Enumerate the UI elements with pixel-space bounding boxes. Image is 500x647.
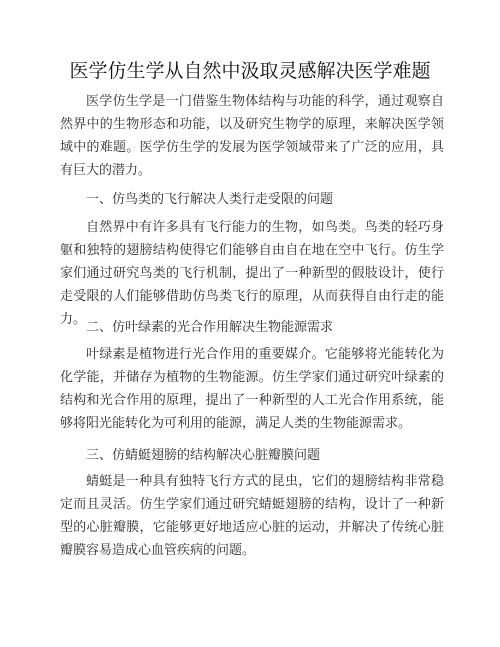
section-paragraph-2: 叶绿素是植物进行光合作用的重要媒介。它能够将光能转化为化学能，并储存为植物的生物能源。仿生学家们通过研究叶绿素的结构和光合作用的原理，提出了一种新型的人工光合作用系统，能够将阳光能转化为可利用的能源，满足人类的生物能源需求。	[60, 347, 444, 431]
intro-paragraph: 医学仿生学是一门借鉴生物体结构与功能的科学，通过观察自然界中的生物形态和功能，以及研究生物学的原理，来解决医学领域中的难题。医学仿生学的发展为医学领域带来了广泛的应用，具有巨大的潜力。	[60, 94, 444, 178]
section-heading-1: 一、仿鸟类的飞行解决人类行走受限的问题	[86, 192, 334, 207]
section-heading-2: 二、仿叶绿素的光合作用解决生物能源需求	[86, 320, 334, 335]
section-paragraph-3: 蜻蜓是一种具有独特飞行方式的昆虫，它们的翅膀结构非常稳定而且灵活。仿生学家们通过研究蜻蜓翅膀的结构，设计了一种新型的心脏瓣膜，它能够更好地适应心脏的运动，并解决了传统心脏瓣膜容易造成心血管疾病的问题。	[60, 474, 444, 558]
page-title: 医学仿生学从自然中汲取灵感解决医学难题	[69, 60, 431, 82]
section-paragraph-1: 自然界中有许多具有飞行能力的生物，如鸟类。鸟类的轻巧身躯和独特的翅膀结构使得它们能够自由自在地在空中飞行。仿生学家们通过研究鸟类的飞行机制，提出了一种新型的假肢设计，使行走受限的人们能够借助仿鸟类飞行的原理，从而获得自由行走的能力。	[60, 220, 444, 327]
section-heading-3: 三、仿蜻蜓翅膀的结构解决心脏瓣膜问题	[86, 448, 321, 463]
